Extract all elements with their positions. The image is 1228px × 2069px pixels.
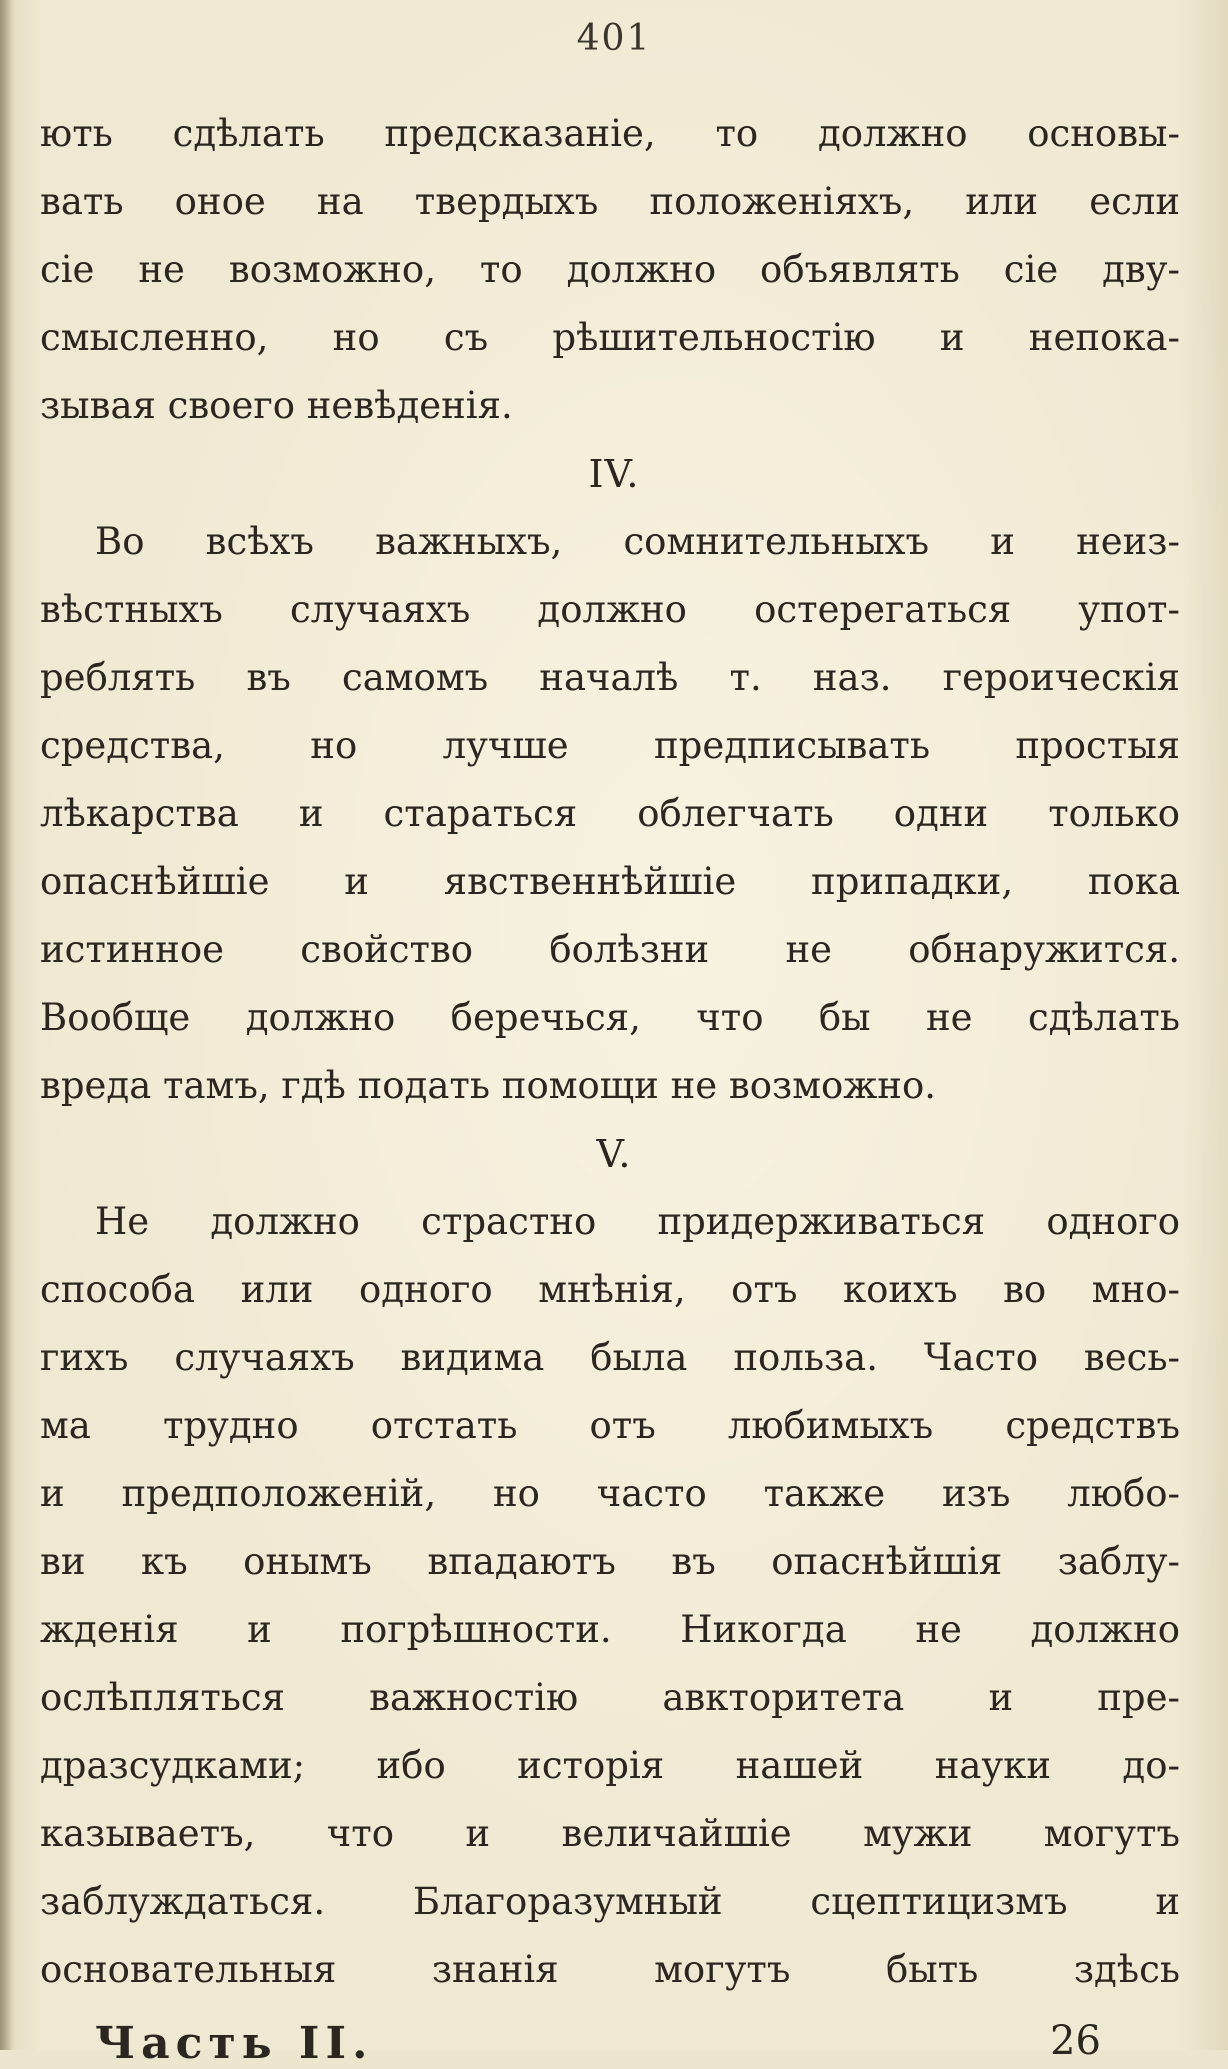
text-line: опаснѣйшіе и явственнѣйшіе припадки, пока [40,860,1180,903]
text-line: казываетъ, что и величайшіе мужи могутъ [40,1812,1180,1855]
text-line: жденія и погрѣшности. Никогда не должно [40,1608,1180,1651]
section-heading: V. [596,1132,632,1176]
text-line: Не должно страстно придерживаться одного [95,1200,1180,1243]
text-line: лѣкарства и стараться облегчать одни только [40,792,1180,835]
text-line: дразсудками; ибо исторія нашей науки до- [40,1744,1180,1787]
page-number: 401 [576,18,652,59]
text-line: гихъ случаяхъ видима была польза. Часто весь- [40,1336,1180,1379]
text-line: Вообще должно беречься, что бы не сдѣлать [40,996,1180,1039]
text-line: вреда тамъ, гдѣ подать помощи не возможно. [40,1064,936,1107]
text-line: ма трудно отстать отъ любимыхъ средствъ [40,1404,1180,1447]
text-line: вѣстныхъ случаяхъ должно остерегаться упот- [40,588,1180,631]
section-heading: IV. [588,452,640,496]
text-line: истинное свойство болѣзни не обнаружится. [40,928,1180,971]
text-line: ють сдѣлать предсказаніе, то должно основы- [40,112,1180,155]
text-line: вать оное на твердыхъ положеніяхъ, или если [40,180,1180,223]
spine-shadow [0,0,14,2050]
text-line: сіе не возможно, то должно объявлять сіе дву- [40,248,1180,291]
text-line: смысленно, но съ рѣшительностію и непока- [40,316,1180,359]
signature-mark: Часть II. [95,2018,374,2069]
text-line: реблять въ самомъ началѣ т. наз. героическія [40,656,1180,699]
text-line: зывая своего невѣденія. [40,384,513,427]
signature-number: 26 [1050,2018,1101,2064]
text-line: ви къ онымъ впадаютъ въ опаснѣйшія заблу- [40,1540,1180,1583]
text-line: заблуждаться. Благоразумный сцептицизмъ и [40,1880,1180,1923]
text-line: ослѣпляться важностію авкторитета и пре- [40,1676,1180,1719]
text-line: способа или одного мнѣнія, отъ коихъ во мно- [40,1268,1180,1311]
text-line: и предположеній, но часто также изъ любо- [40,1472,1180,1515]
text-line: основательныя знанія могутъ быть здѣсь [40,1948,1180,1991]
text-line: Во всѣхъ важныхъ, сомнительныхъ и неиз- [95,520,1180,563]
text-line: средства, но лучше предписывать простыя [40,724,1180,767]
